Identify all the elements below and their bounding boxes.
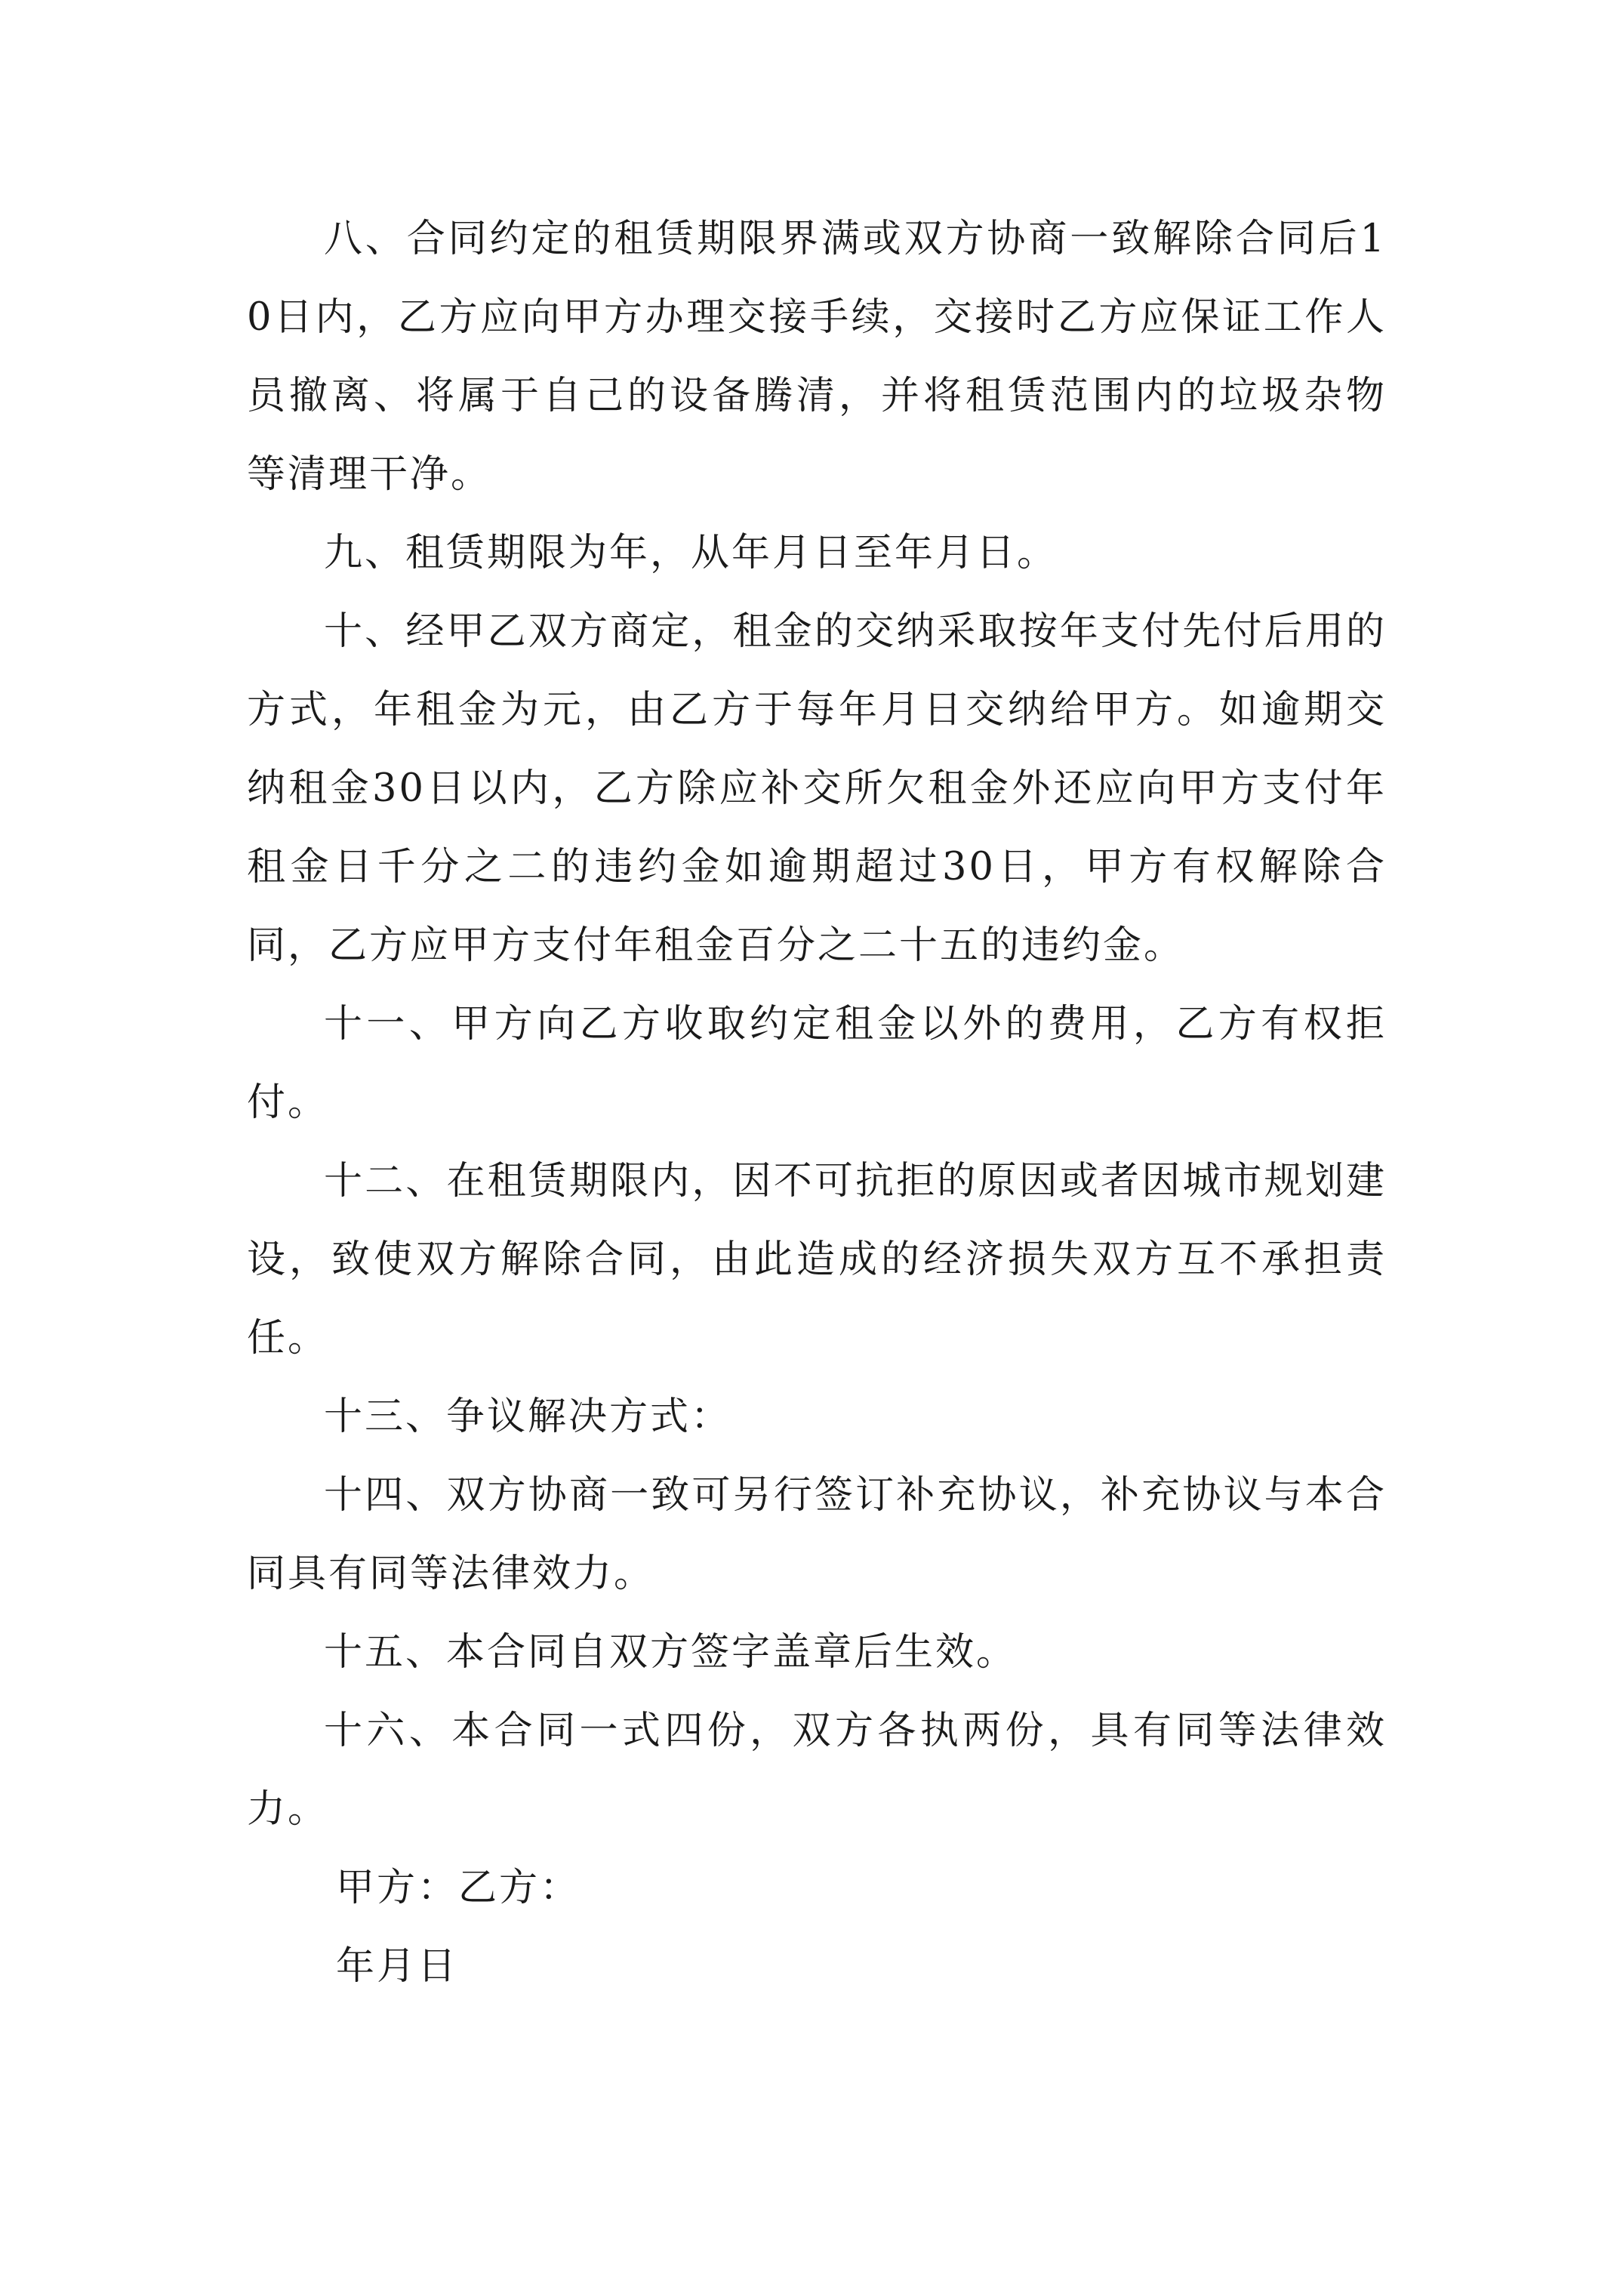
clause-16: 十六、本合同一式四份，双方各执两份，具有同等法律效力。 <box>247 1709 1387 1832</box>
clause-14: 十四、双方协商一致可另行签订补充协议，补充协议与本合同具有同等法律效力。 <box>247 1473 1387 1596</box>
contract-body <box>247 200 1387 2006</box>
clause-9: 九、租赁期限为年，从年月日至年月日。 <box>324 531 1058 575</box>
clause-13: 十三、争议解决方式： <box>324 1395 732 1439</box>
clause-8: 八、合同约定的租赁期限界满或双方协商一致解除合同后10日内，乙方应向甲方办理交接手续，交接时乙方应保证工作人员撤离、将属于自己的设备腾清，并将租赁范围内的垃圾杂物等清理干净。 <box>247 217 1387 497</box>
signature-line: 甲方：乙方： <box>336 1866 581 1910</box>
clause-15: 十五、本合同自双方签字盖章后生效。 <box>324 1630 1018 1675</box>
clause-10: 十、经甲乙双方商定，租金的交纳采取按年支付先付后用的方式，年租金为元，由乙方于每年月日交纳给甲方。如逾期交纳租金30日以内，乙方除应补交所欠租金外还应向甲方支付年租金日千分之二的违约金如逾期超过30日，甲方有权解除合同，乙方应甲方支付年租金百分之二十五的违约金。 <box>247 609 1387 968</box>
date-line: 年月日 <box>336 1944 459 1989</box>
clause-11: 十一、甲方向乙方收取约定租金以外的费用，乙方有权拒付。 <box>247 1002 1387 1125</box>
clause-12: 十二、在租赁期限内，因不可抗拒的原因或者因城市规划建设，致使双方解除合同，由此造成的经济损失双方互不承担责任。 <box>247 1159 1387 1361</box>
